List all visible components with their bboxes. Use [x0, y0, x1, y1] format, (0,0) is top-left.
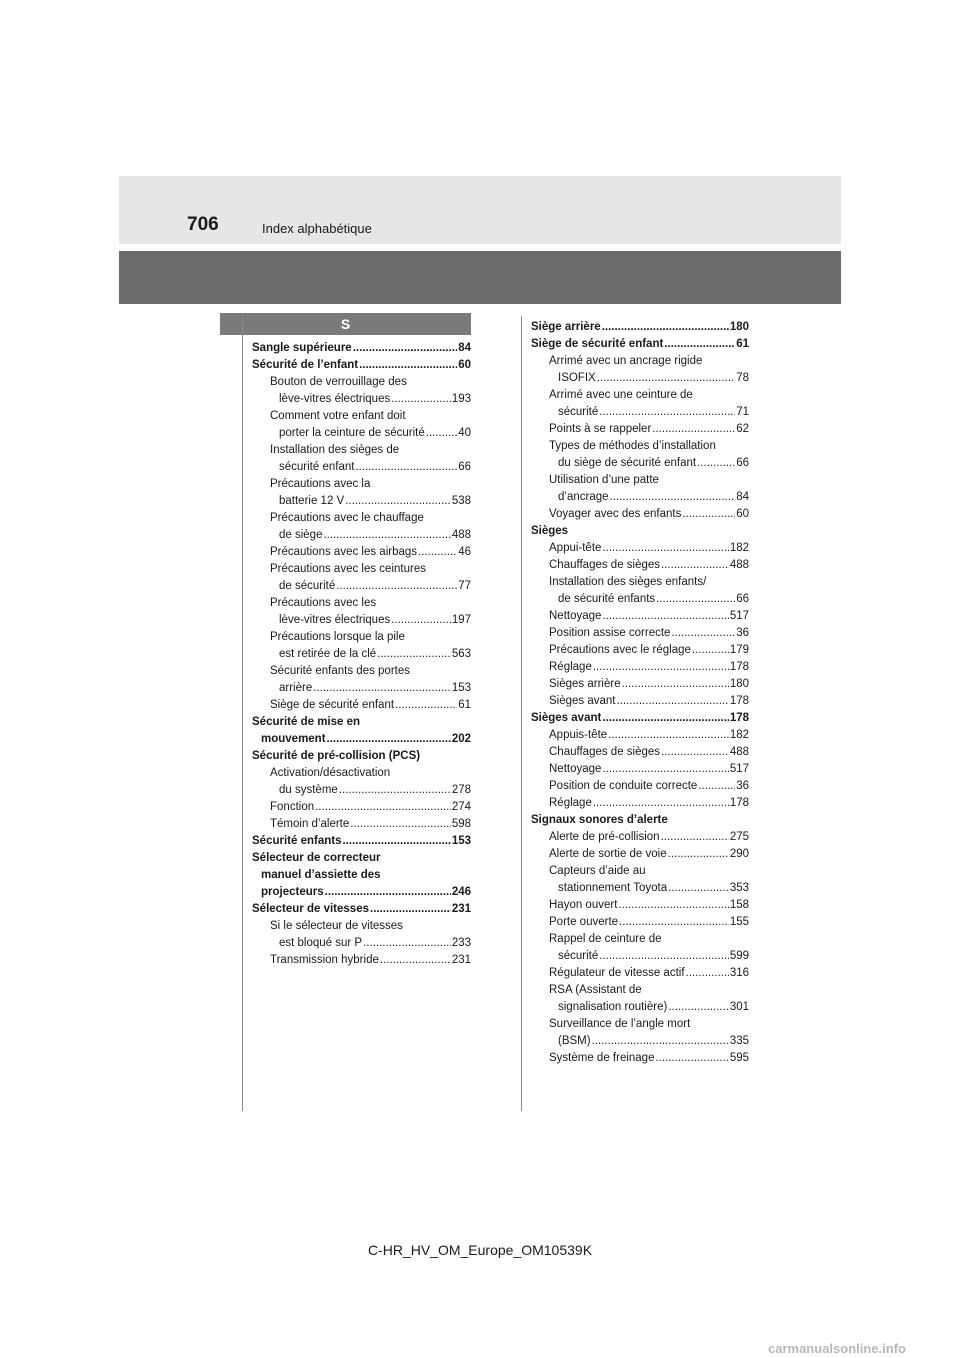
index-entry-label: sécurité: [558, 406, 599, 418]
index-entry-page[interactable]: 231: [451, 954, 471, 966]
index-entry: [531, 693, 749, 710]
index-entry-page[interactable]: 40: [458, 427, 471, 439]
index-entry: [252, 561, 471, 595]
dot-leader: [391, 391, 451, 408]
index-entry-label: Siège arrière: [531, 321, 601, 333]
column-rule-right: [521, 316, 522, 1111]
index-entry-label: du système: [279, 784, 338, 796]
index-entry-page[interactable]: 488: [729, 559, 749, 571]
index-entry: [531, 846, 749, 863]
index-entry-page[interactable]: 71: [736, 406, 749, 418]
index-entry-label: arrière: [279, 682, 313, 694]
index-entry-label: Précautions avec la: [270, 478, 371, 490]
dot-leader: [602, 761, 728, 778]
dot-leader: [671, 625, 735, 642]
index-entry-label: (BSM): [558, 1035, 591, 1047]
dot-leader: [668, 880, 729, 897]
index-entry-page[interactable]: 290: [729, 848, 749, 860]
index-entry-label: Siège de sécurité enfant: [270, 699, 395, 711]
index-entry: [252, 476, 471, 510]
index-entry-label: sécurité: [558, 950, 599, 962]
index-entry: [252, 918, 471, 952]
index-entry: [531, 642, 749, 659]
index-entry-page[interactable]: 62: [736, 423, 749, 435]
index-entry-label: Régulateur de vitesse actif: [549, 967, 685, 979]
index-entry: [531, 506, 749, 523]
dot-leader: [325, 884, 451, 901]
index-entry: [252, 833, 471, 850]
index-entry-page[interactable]: 153: [451, 682, 471, 694]
index-entry-label: Sécurité de mise en: [252, 716, 361, 728]
index-entry-label: Surveillance de l’angle mort: [549, 1018, 691, 1030]
index-entry-page[interactable]: 353: [729, 882, 749, 894]
index-entry: [531, 965, 749, 982]
index-entry-label: porter la ceinture de sécurité: [279, 427, 425, 439]
index-entry-page[interactable]: 335: [729, 1035, 749, 1047]
index-entry: [531, 795, 749, 812]
index-entry-label: Précautions avec les: [270, 597, 377, 609]
index-entry: [531, 336, 749, 353]
index-entry-label: Bouton de verrouillage des: [270, 376, 407, 388]
index-entry-page[interactable]: 66: [736, 593, 749, 605]
index-entry-label: Appui-tête: [549, 542, 602, 554]
index-entry: [531, 829, 749, 846]
index-entry-label: Sièges avant: [531, 712, 602, 724]
dot-leader: [593, 795, 729, 812]
index-entry-label: Témoin d’alerte: [270, 818, 350, 830]
index-entry-label: Si le sélecteur de vitesses: [270, 920, 403, 932]
index-entry-label: stationnement Toyota: [558, 882, 668, 894]
index-entry-label: de sécurité: [279, 580, 336, 592]
index-entry: [252, 357, 471, 374]
index-entry: [531, 540, 749, 557]
dot-leader: [661, 744, 729, 761]
index-entry: [252, 408, 471, 442]
index-entry-label: ISOFIX: [558, 372, 596, 384]
dot-leader: [350, 816, 451, 833]
index-entry-page[interactable]: 78: [736, 372, 749, 384]
page-number: 706: [187, 214, 219, 235]
index-entry-page[interactable]: 197: [451, 614, 471, 626]
header-band: [119, 176, 841, 244]
index-entry-page[interactable]: 178: [729, 695, 749, 707]
index-entry-page[interactable]: 274: [451, 801, 471, 813]
index-entry-page[interactable]: 275: [729, 831, 749, 843]
dot-leader: [602, 540, 728, 557]
dot-leader: [664, 336, 735, 353]
index-entry-page[interactable]: 179: [729, 644, 749, 656]
index-entry-page[interactable]: 60: [458, 359, 471, 371]
index-entry-page[interactable]: 563: [451, 648, 471, 660]
dot-leader: [668, 999, 729, 1016]
index-entry-page[interactable]: 60: [736, 508, 749, 520]
index-entry: [252, 816, 471, 833]
dot-leader: [359, 357, 457, 374]
index-entry: [531, 914, 749, 931]
index-entry-page[interactable]: 153: [451, 835, 471, 847]
index-entry-label: Utilisation d’une patte: [549, 474, 659, 486]
index-entry: [252, 697, 471, 714]
index-entry-page[interactable]: 61: [736, 338, 749, 350]
index-entry: [252, 629, 471, 663]
index-entry-label: Sécurité de l’enfant: [252, 359, 359, 371]
index-entry-label: Sièges avant: [549, 695, 616, 707]
section-title: Index alphabétique: [262, 221, 372, 236]
index-entry-label: Nettoyage: [549, 610, 602, 622]
index-entry-page[interactable]: 36: [736, 780, 749, 792]
index-entry-page[interactable]: 155: [729, 916, 749, 928]
index-entry-label: projecteurs: [261, 886, 324, 898]
index-entry-label: Appuis-tête: [549, 729, 608, 741]
index-entry-label: Alerte de pré-collision: [549, 831, 660, 843]
index-entry-label: Signaux sonores d’alerte: [531, 814, 668, 826]
index-entry: [531, 778, 749, 795]
index-entry-label: Voyager avec des enfants: [549, 508, 682, 520]
index-entry: [531, 608, 749, 625]
index-entry-page[interactable]: 182: [729, 729, 749, 741]
index-entry-page[interactable]: 233: [451, 937, 471, 949]
column-rule-left: [242, 316, 243, 1111]
dot-leader: [686, 965, 729, 982]
index-entry-label: Sécurité de pré-collision (PCS): [252, 750, 421, 762]
index-entry-page[interactable]: 316: [729, 967, 749, 979]
index-entry-label: Capteurs d’aide au: [549, 865, 646, 877]
index-entry-label: Fonction: [270, 801, 315, 813]
index-letter-tab: S: [220, 313, 471, 335]
index-entry-page[interactable]: 66: [736, 457, 749, 469]
index-entry-label: batterie 12 V: [279, 495, 345, 507]
dot-leader: [617, 693, 729, 710]
dot-leader: [656, 591, 735, 608]
index-entry: [531, 421, 749, 438]
index-entry-page[interactable]: 202: [451, 733, 471, 745]
dot-leader: [682, 506, 735, 523]
index-entry-page[interactable]: 599: [729, 950, 749, 962]
index-entry-label: Chauffages de sièges: [549, 746, 661, 758]
index-entry-page[interactable]: 180: [729, 321, 749, 333]
index-entry: [531, 438, 749, 472]
dot-leader: [655, 1050, 728, 1067]
index-entry-page[interactable]: 595: [729, 1052, 749, 1064]
dot-leader: [593, 659, 729, 676]
index-entry: [531, 1050, 749, 1067]
dot-leader: [336, 578, 457, 595]
index-entry: [531, 659, 749, 676]
index-entry: [531, 710, 749, 727]
dot-leader: [355, 459, 457, 476]
dot-leader: [315, 799, 451, 816]
chapter-band: [119, 251, 841, 304]
index-entry-label: Sélecteur de vitesses: [252, 903, 369, 915]
dot-leader: [426, 425, 457, 442]
index-entry-label: Comment votre enfant doit: [270, 410, 406, 422]
index-entry-label: Sécurité enfants des portes: [270, 665, 410, 677]
index-entry-label: Sécurité enfants: [252, 835, 342, 847]
dot-leader: [323, 527, 450, 544]
dot-leader: [592, 1033, 729, 1050]
index-entry: [252, 544, 471, 561]
index-entry-label: Précautions avec les ceintures: [270, 563, 426, 575]
index-entry-page[interactable]: 278: [451, 784, 471, 796]
dot-leader: [342, 833, 450, 850]
index-entry-label: Position assise correcte: [549, 627, 671, 639]
dot-leader: [327, 731, 451, 748]
index-entry: [531, 557, 749, 574]
index-entry: [531, 472, 749, 506]
index-entry: [531, 727, 749, 744]
dot-leader: [353, 340, 457, 357]
index-entry-page[interactable]: 488: [451, 529, 471, 541]
index-entry-page[interactable]: 84: [458, 342, 471, 354]
index-entry-page[interactable]: 178: [729, 712, 749, 724]
index-column-1: [252, 340, 471, 969]
index-entry-label: Points à se rappeler: [549, 423, 652, 435]
index-entry-page[interactable]: 158: [729, 899, 749, 911]
index-entry: [531, 574, 749, 608]
index-entry-label: Rappel de ceinture de: [549, 933, 662, 945]
index-entry: [531, 676, 749, 693]
dot-leader: [345, 493, 451, 510]
index-entry: [531, 319, 749, 336]
index-entry: [531, 523, 749, 540]
index-entry-label: Position de conduite correcte: [549, 780, 698, 792]
index-entry-page[interactable]: 178: [729, 797, 749, 809]
dot-leader: [698, 778, 735, 795]
index-entry: [252, 595, 471, 629]
dot-leader: [608, 727, 729, 744]
index-entry-label: Chauffages de sièges: [549, 559, 661, 571]
index-entry-label: Sièges arrière: [549, 678, 621, 690]
dot-leader: [599, 948, 729, 965]
index-entry-label: Réglage: [549, 661, 592, 673]
index-entry-page[interactable]: 231: [451, 903, 471, 915]
index-entry: [252, 799, 471, 816]
index-entry-page[interactable]: 178: [729, 661, 749, 673]
index-entry: [252, 901, 471, 918]
index-entry: [252, 374, 471, 408]
index-entry-label: lève-vitres électriques: [279, 614, 391, 626]
index-entry-page[interactable]: 301: [729, 1001, 749, 1013]
index-entry-label: Sangle supérieure: [252, 342, 352, 354]
index-entry-label: Installation des sièges enfants/: [549, 576, 707, 588]
index-entry: [531, 812, 749, 829]
index-entry-page[interactable]: 517: [729, 610, 749, 622]
index-entry-label: Siège de sécurité enfant: [531, 338, 664, 350]
index-entry-label: Hayon ouvert: [549, 899, 618, 911]
index-entry-page[interactable]: 46: [458, 546, 471, 558]
index-entry-label: Porte ouverte: [549, 916, 619, 928]
dot-leader: [602, 710, 728, 727]
index-entry-label: Sièges: [531, 525, 569, 537]
index-entry-label: RSA (Assistant de: [549, 984, 642, 996]
dot-leader: [697, 455, 735, 472]
index-entry: [252, 510, 471, 544]
index-entry: [531, 931, 749, 965]
index-entry-label: Transmission hybride: [270, 954, 379, 966]
watermark: carmanualsonline.info: [768, 1341, 906, 1356]
index-entry: [252, 850, 471, 901]
dot-leader: [618, 897, 728, 914]
index-entry-label: est bloqué sur P: [279, 937, 363, 949]
dot-leader: [661, 557, 729, 574]
index-entry-label: Installation des sièges de: [270, 444, 400, 456]
index-entry-page[interactable]: 61: [458, 699, 471, 711]
index-entry-label: Réglage: [549, 797, 592, 809]
dot-leader: [370, 901, 451, 918]
dot-leader: [313, 680, 451, 697]
index-entry: [252, 765, 471, 799]
index-entry-page[interactable]: 77: [458, 580, 471, 592]
index-entry-page[interactable]: 84: [736, 491, 749, 503]
index-entry-label: Activation/désactivation: [270, 767, 391, 779]
index-entry: [531, 982, 749, 1016]
dot-leader: [339, 782, 451, 799]
index-entry-page[interactable]: 598: [451, 818, 471, 830]
index-entry-label: Précautions avec le chauffage: [270, 512, 424, 524]
index-entry-page[interactable]: 538: [451, 495, 471, 507]
dot-leader: [599, 404, 735, 421]
index-entry-label: signalisation routière): [558, 1001, 668, 1013]
index-entry: [531, 863, 749, 897]
dot-leader: [692, 642, 729, 659]
index-entry-label: de siège: [279, 529, 323, 541]
index-entry-label: manuel d’assiette des: [261, 869, 381, 881]
index-entry-page[interactable]: 488: [729, 746, 749, 758]
dot-leader: [602, 608, 728, 625]
index-entry-label: d’ancrage: [558, 491, 609, 503]
index-entry: [252, 340, 471, 357]
index-entry-label: est retirée de la clé: [279, 648, 377, 660]
index-entry-label: lève-vitres électriques: [279, 393, 391, 405]
index-entry-page[interactable]: 66: [458, 461, 471, 473]
index-entry-label: Sélecteur de correcteur: [252, 852, 381, 864]
dot-leader: [661, 829, 729, 846]
dot-leader: [610, 489, 736, 506]
dot-leader: [395, 697, 457, 714]
index-entry-label: Précautions avec le réglage: [549, 644, 691, 656]
index-entry: [531, 353, 749, 387]
index-entry-label: Arrimé avec un ancrage rigide: [549, 355, 703, 367]
dot-leader: [380, 952, 451, 969]
index-entry: [531, 625, 749, 642]
index-column-2: [531, 319, 749, 1067]
index-entry: [252, 442, 471, 476]
index-entry-label: Précautions lorsque la pile: [270, 631, 405, 643]
document-code: C-HR_HV_OM_Europe_OM10539K: [367, 1242, 593, 1258]
index-entry-page[interactable]: 193: [451, 393, 471, 405]
dot-leader: [597, 370, 736, 387]
index-entry-label: Nettoyage: [549, 763, 602, 775]
index-entry-page[interactable]: 517: [729, 763, 749, 775]
index-entry: [531, 1016, 749, 1050]
index-entry-page[interactable]: 182: [729, 542, 749, 554]
index-entry-label: du siège de sécurité enfant: [558, 457, 697, 469]
index-entry-label: Système de freinage: [549, 1052, 655, 1064]
dot-leader: [377, 646, 451, 663]
dot-leader: [652, 421, 735, 438]
index-entry-label: Alerte de sortie de voie: [549, 848, 667, 860]
index-entry-label: Arrimé avec une ceinture de: [549, 389, 693, 401]
index-entry: [252, 714, 471, 748]
index-entry-label: de sécurité enfants: [558, 593, 656, 605]
index-entry: [531, 387, 749, 421]
index-entry: [252, 663, 471, 697]
dot-leader: [619, 914, 729, 931]
index-entry: [531, 897, 749, 914]
index-entry-label: Types de méthodes d’installation: [549, 440, 716, 452]
index-entry-label: mouvement: [261, 733, 326, 745]
index-entry: [252, 748, 471, 765]
dot-leader: [418, 544, 457, 561]
index-entry: [531, 761, 749, 778]
index-entry-label: Précautions avec les airbags: [270, 546, 418, 558]
index-entry-page[interactable]: 246: [451, 886, 471, 898]
dot-leader: [363, 935, 451, 952]
dot-leader: [602, 319, 729, 336]
index-entry-label: sécurité enfant: [279, 461, 355, 473]
index-entry-page[interactable]: 36: [736, 627, 749, 639]
dot-leader: [622, 676, 729, 693]
index-entry: [531, 744, 749, 761]
index-entry: [252, 952, 471, 969]
dot-leader: [391, 612, 451, 629]
index-entry-page[interactable]: 180: [729, 678, 749, 690]
dot-leader: [668, 846, 729, 863]
